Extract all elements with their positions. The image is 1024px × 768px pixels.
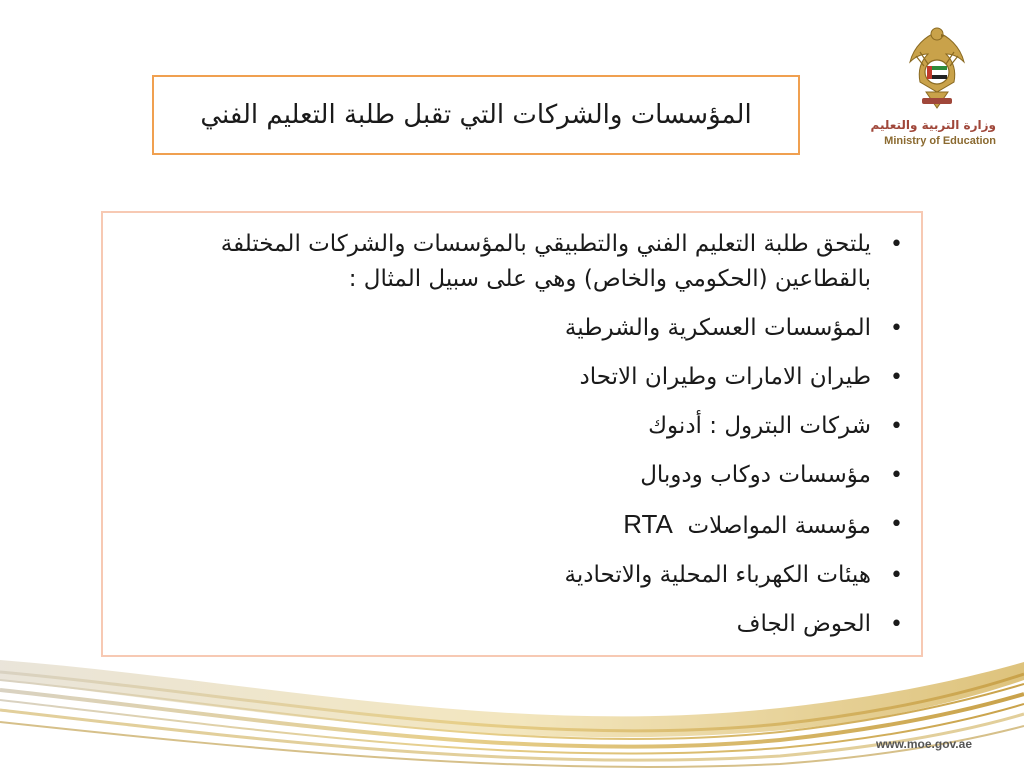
bullet-text: شركات البترول : أدنوك	[648, 413, 871, 439]
decorative-gold-waves	[0, 640, 1024, 768]
bullet-item	[125, 558, 871, 593]
bullet-item	[125, 227, 871, 297]
falcon-emblem-icon	[906, 22, 968, 114]
bullet-text: مؤسسات دوكاب ودوبال	[640, 462, 871, 488]
bullet-item	[125, 607, 871, 642]
slide-title: المؤسسات والشركات التي تقبل طلبة التعليم الفني	[200, 100, 752, 130]
bullet-text: مؤسسة المواصلات	[687, 513, 871, 539]
bullet-text: هيئات الكهرباء المحلية والاتحادية	[564, 562, 871, 588]
logo-arabic-text: وزارة التربية والتعليم	[870, 118, 996, 132]
bullet-item	[125, 507, 871, 544]
footer-url[interactable]: www.moe.gov.ae	[875, 737, 972, 751]
bullet-text: طيران الامارات وطيران الاتحاد	[579, 364, 871, 390]
bullet-item	[125, 409, 871, 444]
ministry-logo	[870, 22, 998, 152]
content-box	[101, 211, 923, 657]
rta-label: RTA	[623, 509, 673, 539]
bullet-item	[125, 458, 871, 493]
bullet-text: المؤسسات العسكرية والشرطية	[564, 315, 871, 341]
bullet-text: الحوض الجاف	[736, 611, 871, 637]
bullet-item	[125, 311, 871, 346]
bullet-text: يلتحق طلبة التعليم الفني والتطبيقي بالمؤسسات والشركات المختلفة بالقطاعين (الحكومي والخاص) وهي على سبيل المثال :	[220, 231, 871, 292]
logo-english-text: Ministry of Education	[884, 135, 996, 147]
bullet-list	[103, 213, 921, 642]
bullet-item	[125, 360, 871, 395]
title-box	[152, 75, 800, 155]
